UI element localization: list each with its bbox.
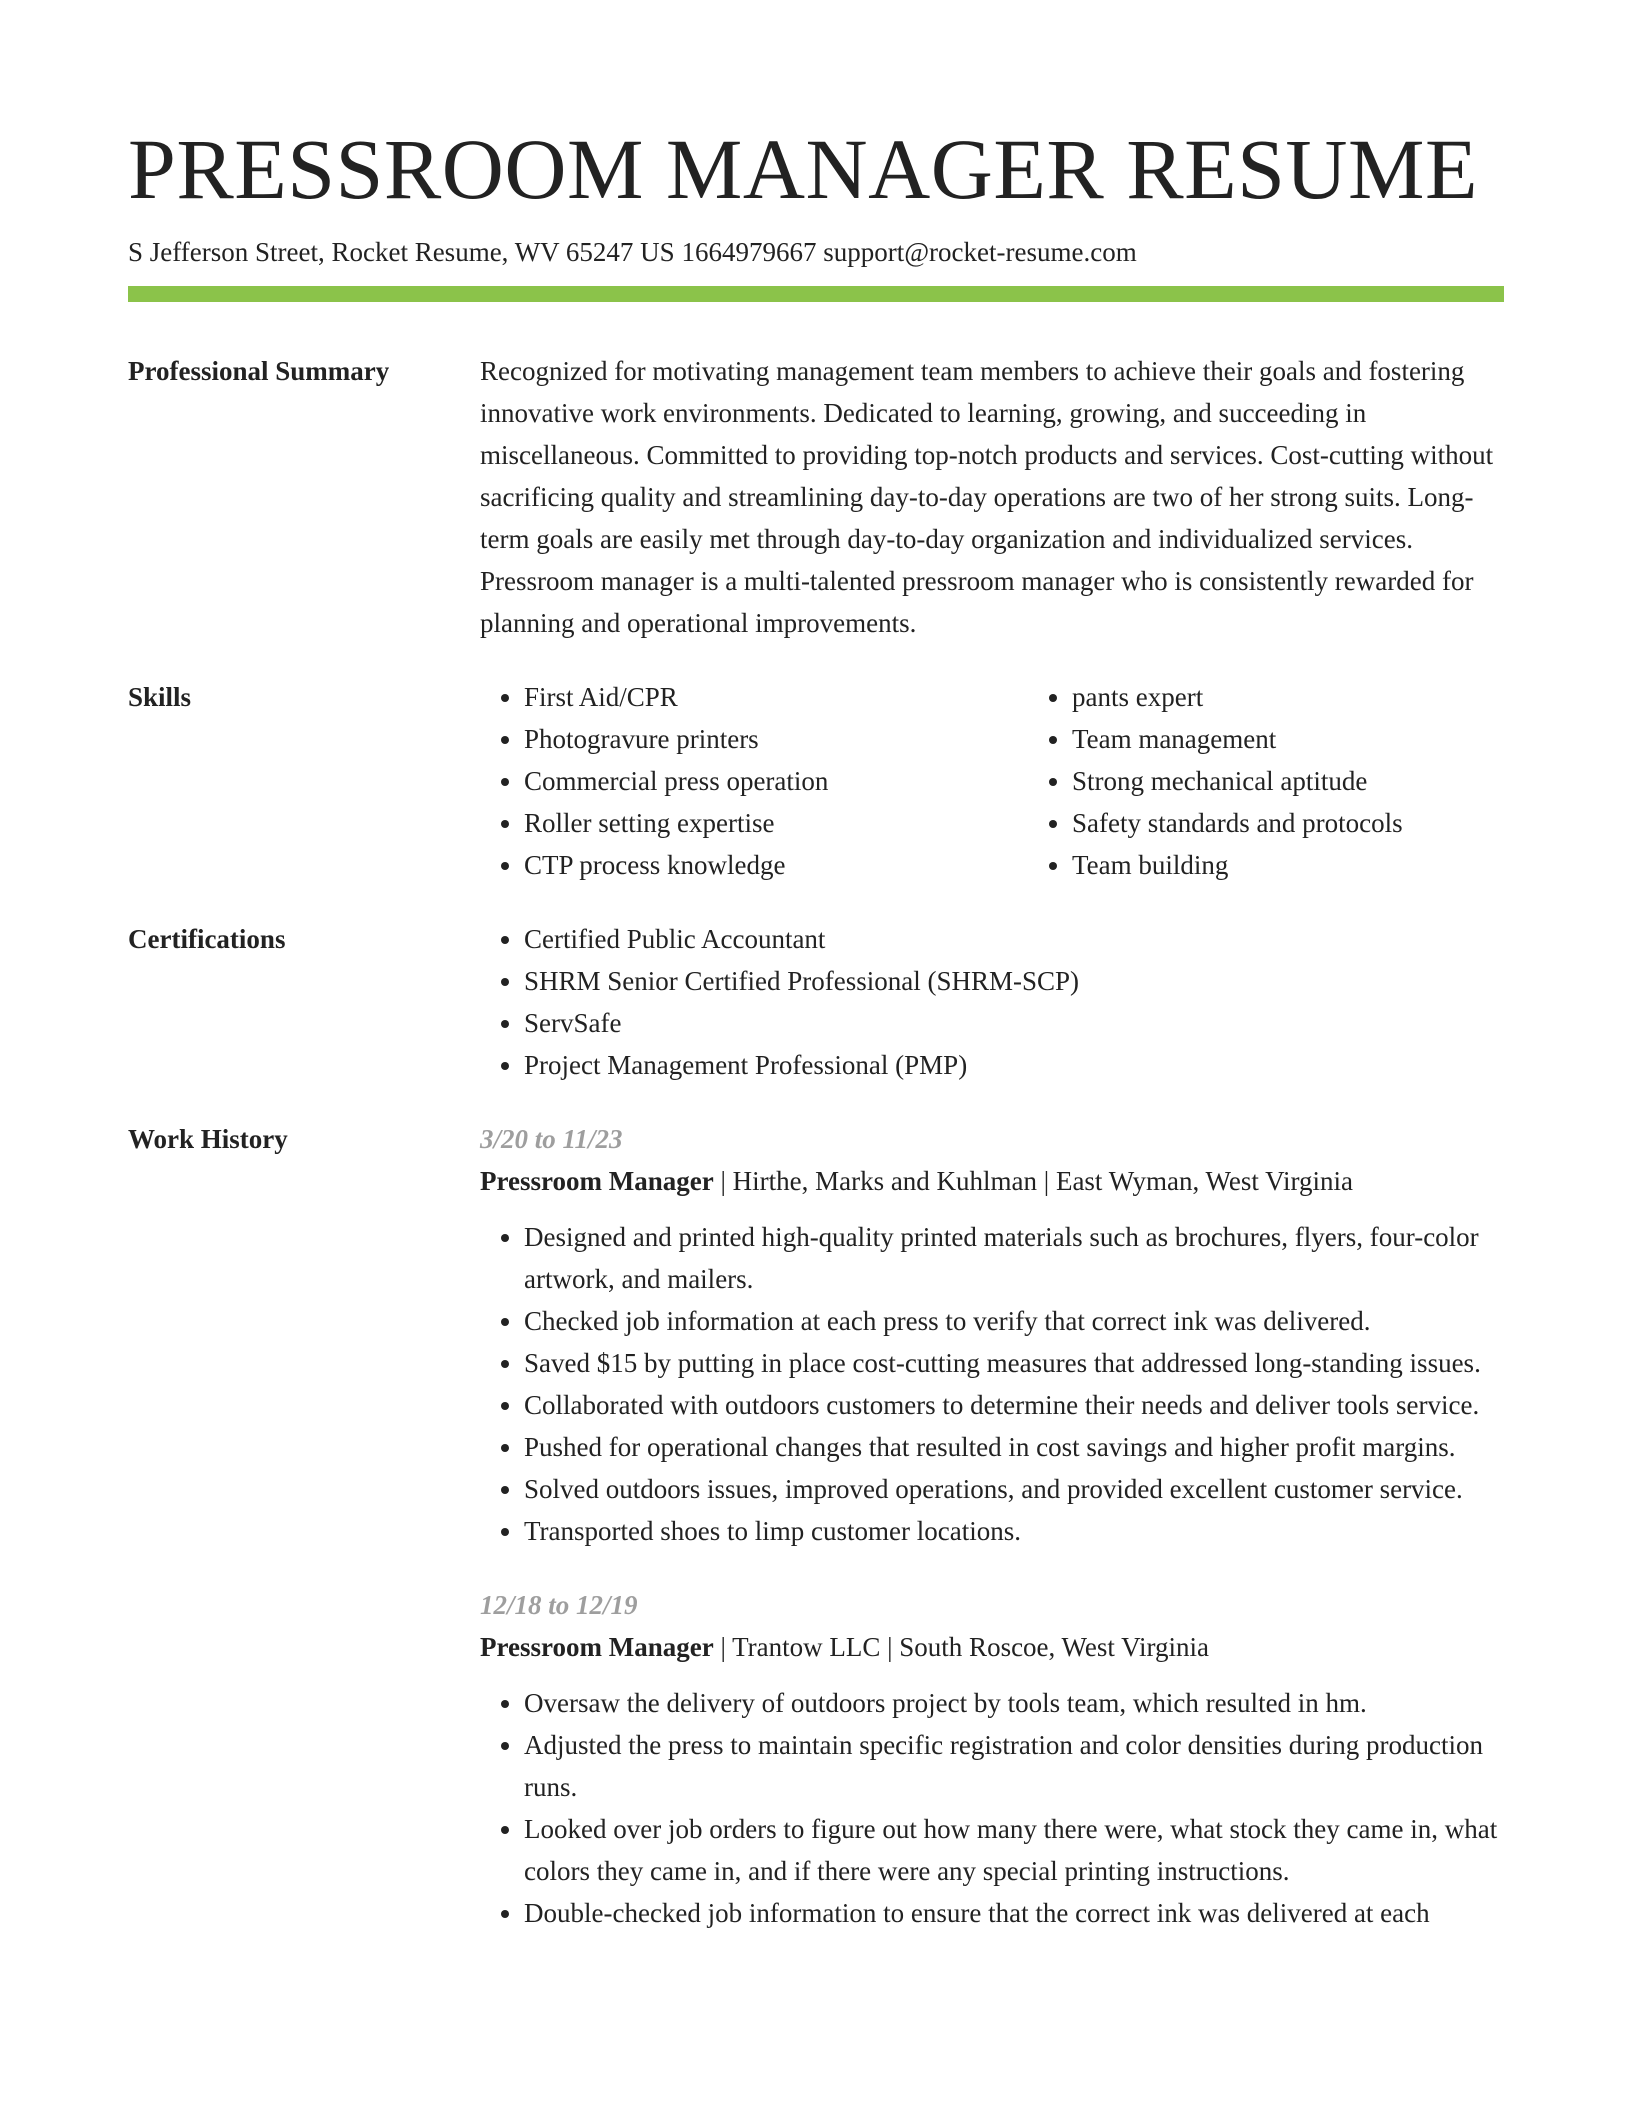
section-label-work-history: Work History: [128, 1124, 288, 1155]
skills-section: [128, 676, 1504, 886]
skill-item: • Team building: [1072, 844, 1576, 886]
skill-item: • Commercial press operation: [524, 760, 1028, 802]
skills-list-right: [1028, 676, 1576, 886]
skill-item: • Team management: [1072, 718, 1576, 760]
section-label-skills: Skills: [128, 682, 192, 713]
job-dates: 12/18 to 12/19: [480, 1590, 638, 1621]
skills-columns: [480, 676, 1576, 886]
resume-title: PRESSROOM MANAGER RESUME: [128, 121, 1479, 217]
job-entry: [480, 1584, 1504, 1934]
skill-item: • CTP process knowledge: [524, 844, 1028, 886]
certification-item: • SHRM Senior Certified Professional (SHRM-SCP): [524, 960, 1504, 1002]
skill-item: • Photogravure printers: [524, 718, 1028, 760]
job-bullet: • Oversaw the delivery of outdoors project by tools team, which resulted in hm.: [524, 1682, 1504, 1724]
job-title: Pressroom Manager: [480, 1166, 714, 1197]
job-bullets: [480, 1216, 1504, 1552]
job-employer-location: | Hirthe, Marks and Kuhlman | East Wyman, West Virginia: [713, 1166, 1354, 1197]
job-heading: [480, 1626, 1504, 1668]
resume-page: [128, 118, 1504, 1934]
skill-item: • First Aid/CPR: [524, 676, 1028, 718]
accent-divider: [128, 286, 1504, 302]
job-bullet: • Checked job information at each press to verify that correct ink was delivered.: [524, 1300, 1504, 1342]
certifications-section: [128, 918, 1504, 1086]
job-bullets: [480, 1682, 1504, 1934]
job-bullet: • Saved $15 by putting in place cost-cutting measures that addressed long-standing issues.: [524, 1342, 1504, 1384]
job-heading: [480, 1160, 1504, 1202]
skill-item: • Roller setting expertise: [524, 802, 1028, 844]
job-title: Pressroom Manager: [480, 1632, 714, 1663]
certification-item: • ServSafe: [524, 1002, 1504, 1044]
skill-item: • pants expert: [1072, 676, 1576, 718]
job-bullet: • Solved outdoors issues, improved operations, and provided excellent customer service.: [524, 1468, 1504, 1510]
job-employer-location: | Trantow LLC | South Roscoe, West Virginia: [713, 1632, 1209, 1663]
section-label-summary: Professional Summary: [128, 356, 390, 387]
job-bullet: • Double-checked job information to ensure that the correct ink was delivered at each: [524, 1892, 1504, 1934]
certification-item: • Certified Public Accountant: [524, 918, 1504, 960]
job-dates: 3/20 to 11/23: [480, 1124, 623, 1155]
job-bullet: • Pushed for operational changes that resulted in cost savings and higher profit margins.: [524, 1426, 1504, 1468]
job-bullet: • Collaborated with outdoors customers to determine their needs and deliver tools service.: [524, 1384, 1504, 1426]
certification-item: • Project Management Professional (PMP): [524, 1044, 1504, 1086]
skill-item: • Strong mechanical aptitude: [1072, 760, 1576, 802]
certifications-list: [480, 918, 1504, 1086]
job-bullet: • Designed and printed high-quality printed materials such as brochures, flyers, four-color artwork, and mailers.: [524, 1216, 1504, 1300]
skill-item: • Safety standards and protocols: [1072, 802, 1576, 844]
contact-line: S Jefferson Street, Rocket Resume, WV 65247 US 1664979667 support@rocket-resume.com: [128, 237, 1137, 267]
skills-list-left: [480, 676, 1028, 886]
job-bullet: • Adjusted the press to maintain specific registration and color densities during production runs.: [524, 1724, 1504, 1808]
section-label-certifications: Certifications: [128, 924, 286, 955]
professional-summary-section: [128, 350, 1504, 644]
job-bullet: • Looked over job orders to figure out how many there were, what stock they came in, what colors they came in, and if there were any special printing instructions.: [524, 1808, 1504, 1892]
job-bullet: • Transported shoes to limp customer locations.: [524, 1510, 1504, 1552]
summary-text: Recognized for motivating management team members to achieve their goals and fostering innovative work environments. Dedicated to learning, growing, and succeeding in miscellaneous. Committed to providing top-notch products and services. Cost-cutting without sacrificing quality and streamlining day-to-day operations are two of her strong suits. Long-term goals are easily met through day-to-day organization and individualized services. Pressroom manager is a multi-talented pressroom manager who is consistently rewarded for planning and operational improvements.: [480, 356, 1494, 639]
work-history-section: [128, 1118, 1504, 1934]
job-entry: [480, 1118, 1504, 1552]
